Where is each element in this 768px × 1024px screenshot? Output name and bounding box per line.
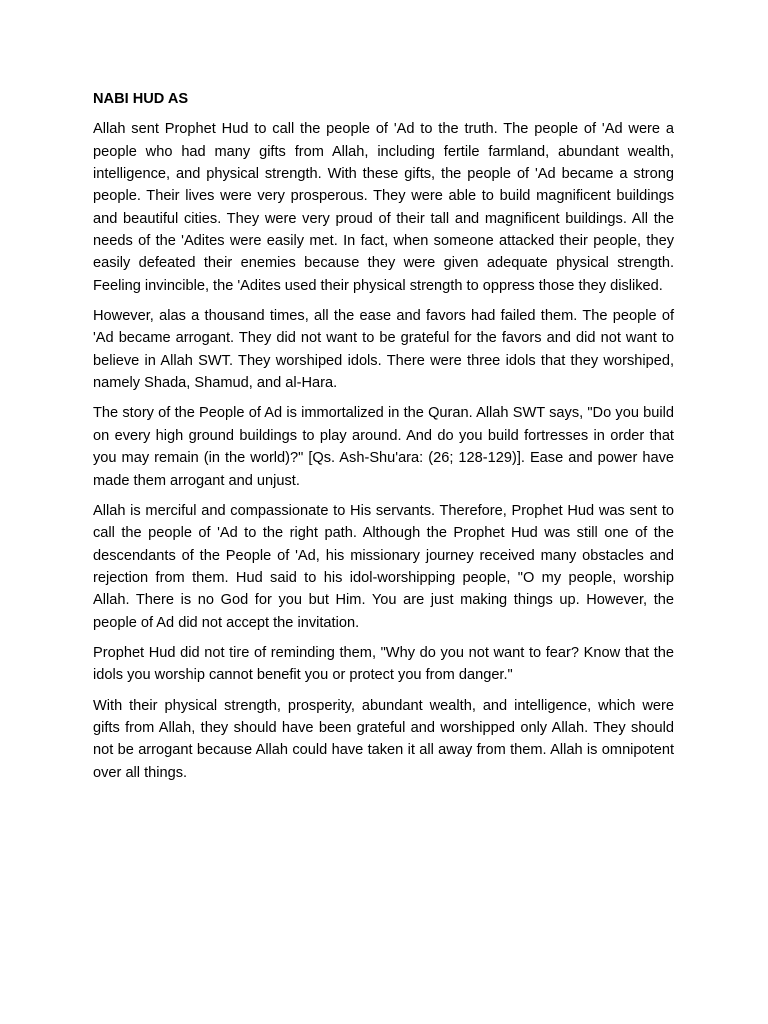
paragraph-4: Allah is merciful and compassionate to His servants. Therefore, Prophet Hud was sent to call the people of 'Ad to the right path. Although the Prophet Hud was still one of the descendants of the People of 'Ad, his missionary journey received many obstacles and rejection from them. Hud said to his idol-worshipping people, "O my people, worship Allah. There is no God for you but Him. You are just making things up. However, the people of Ad did not accept the invitation.	[93, 502, 674, 631]
document-title: NABI HUD AS	[93, 91, 189, 107]
paragraph-3: The story of the People of Ad is immortalized in the Quran. Allah SWT says, "Do you build on every high ground buildings to play around. And do you build fortresses in order that you may remain (in the world)?" [Qs. Ash-Shu'ara: (26; 128-129)]. Ease and power have made them arrogant and unjust.	[93, 405, 674, 489]
paragraph-2: However, alas a thousand times, all the ease and favors had failed them. The people of 'Ad became arrogant. They did not want to be grateful for the favors and did not want to believe in Allah SWT. They worshiped idols. There were three idols that they worshiped, namely Shada, Shamud, and al-Hara.	[93, 308, 674, 392]
paragraph-1: Allah sent Prophet Hud to call the people of 'Ad to the truth. The people of 'Ad were a people who had many gifts from Allah, including fertile farmland, abundant wealth, intelligence, and physical strength. With these gifts, the people of 'Ad became a strong people. Their lives were very prosperous. They were able to build magnificent buildings and beautiful cities. They were very proud of their tall and magnificent buildings. All the needs of the 'Adites were easily met. In fact, when someone attacked their people, they easily defeated their enemies because they were given adequate physical strength. Feeling invincible, the 'Adites used their physical strength to oppress those they disliked.	[93, 121, 674, 294]
document-page	[93, 88, 674, 792]
paragraph-5: Prophet Hud did not tire of reminding them, "Why do you not want to fear? Know that the idols you worship cannot benefit you or protect you from danger."	[93, 644, 674, 684]
paragraph-6: With their physical strength, prosperity, abundant wealth, and intelligence, which were gifts from Allah, they should have been grateful and worshipped only Allah. They should not be arrogant because Allah could have taken it all away from them. Allah is omnipotent over all things.	[93, 697, 674, 781]
